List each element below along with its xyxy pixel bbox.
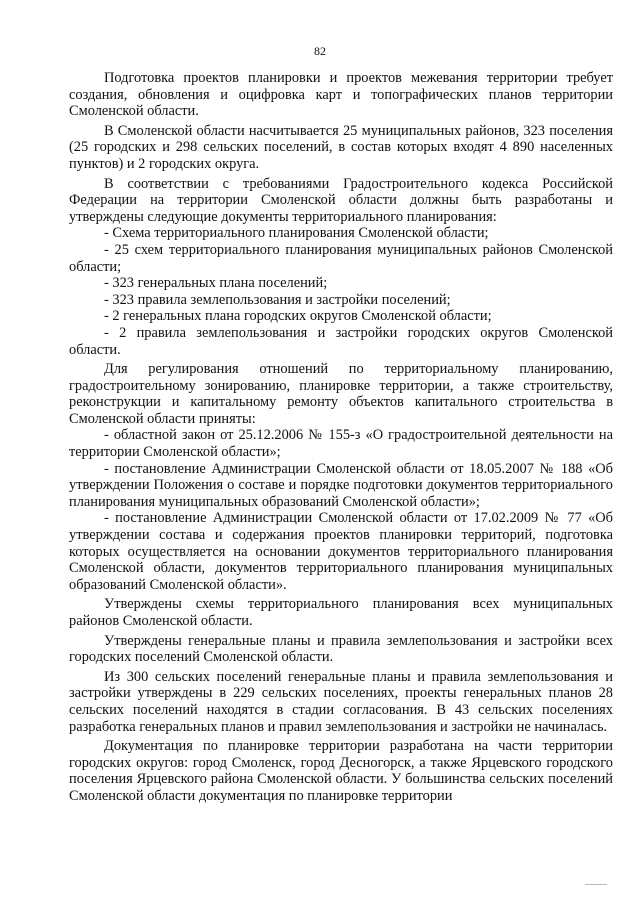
paragraph: В Смоленской области насчитывается 25 муниципальных районов, 323 поселения (25 городских и 298 сельских поселений, в состав которых входят 4 890 населенных пунктов) и 2 городских округа.	[69, 122, 613, 172]
page-body	[69, 70, 613, 805]
scan-artifact-line	[585, 884, 607, 885]
list-item: - областной закон от 25.12.2006 № 155-з «О градостроительной деятельности на территории Смоленской области»;	[69, 427, 613, 461]
list-item: - 2 генеральных плана городских округов Смоленской области;	[104, 308, 492, 325]
list-item: - 323 генеральных плана поселений;	[104, 275, 328, 292]
paragraph: Подготовка проектов планировки и проектов межевания территории требует создания, обновления и оцифровка карт и топографических планов территории Смоленской области.	[69, 70, 613, 120]
list-item: - постановление Администрации Смоленской области от 18.05.2007 № 188 «Об утверждении Положения о составе и порядке подготовки документов территориального планирования муниципальных образований Смоленской области»;	[69, 460, 613, 510]
paragraph: Утверждены генеральные планы и правила землепользования и застройки всех городских поселений Смоленской области.	[69, 632, 613, 666]
paragraph: Для регулирования отношений по территориальному планированию, градостроительному зонированию, планировке территории, а также строительству, реконструкции и капитальному ремонту объектов капитального строительства в Смоленской области приняты:	[69, 361, 613, 427]
list-item: - постановление Администрации Смоленской области от 17.02.2009 № 77 «Об утверждении состава и содержания проектов планировки территорий, подготовка которых осуществляется на основании документов территориального планирования Смоленской области, документов территориального планирования муниципальных образований Смоленской области».	[69, 510, 613, 593]
list-item: - 2 правила землепользования и застройки городских округов Смоленской области.	[69, 324, 613, 358]
paragraph: Утверждены схемы территориального планирования всех муниципальных районов Смоленской области.	[69, 596, 613, 629]
list-item: - Схема территориального планирования Смоленской области;	[104, 225, 489, 242]
page-number: 82	[314, 44, 326, 58]
paragraph: Документация по планировке территории разработана на части территории городских округов: город Смоленск, город Десногорск, а также Ярцевского городского поселения Ярцевского района Смоленской области. У большинства сельских поселений Смоленской области документация по планировке территории	[69, 738, 613, 804]
paragraph: В соответствии с требованиями Градостроительного кодекса Российской Федерации на территории Смоленской области должны быть разработаны и утверждены следующие документы территориального планирования:	[69, 175, 613, 225]
paragraph: Из 300 сельских поселений генеральные планы и правила землепользования и застройки утверждены в 229 сельских поселениях, проекты генеральных планов 28 сельских поселений находятся в стадии согласования. В 43 сельских поселениях разработка генеральных планов и правил землепользования и застройки не начиналась.	[69, 668, 613, 735]
list-item: - 323 правила землепользования и застройки поселений;	[104, 291, 451, 308]
list-item: - 25 схем территориального планирования муниципальных районов Смоленской области;	[69, 241, 613, 275]
